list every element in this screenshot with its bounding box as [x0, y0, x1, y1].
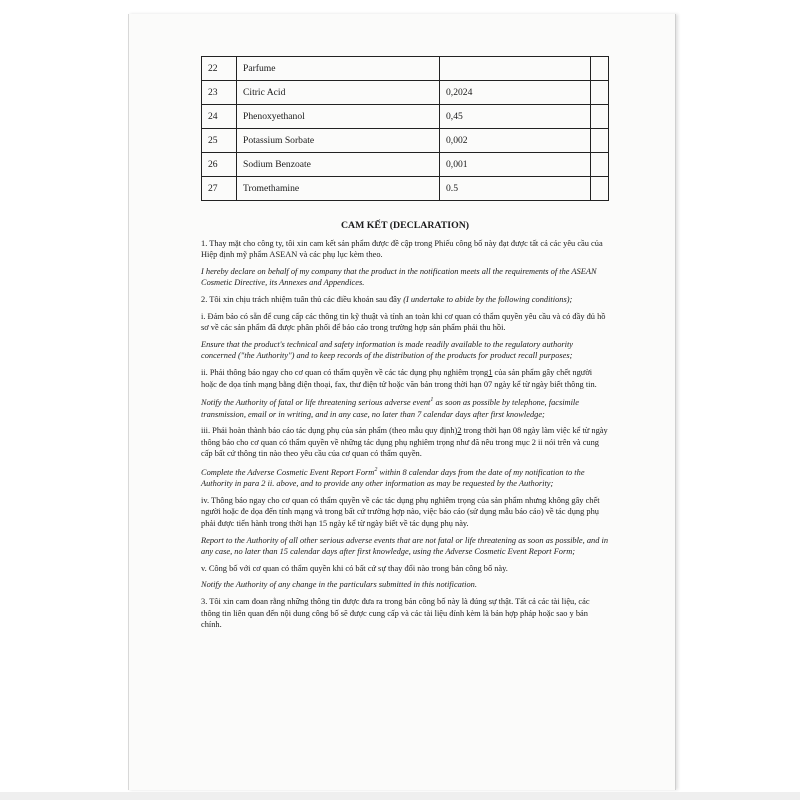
- para-v-vi: v. Công bố với cơ quan có thẩm quyền khi có bất cứ sự thay đổi nào trong bản công bố này.: [201, 563, 508, 573]
- ingredient-concentration: 0,2024: [440, 81, 591, 105]
- row-number: 27: [202, 177, 237, 201]
- para-iii-vi-c: trong thời hạn 08 ngày làm việc kể từ ngày thông báo cho cơ quan có thẩm quyền về những tác dụng phụ nghiêm trọng như đã nêu trong mục 2 ii nói trên và cung cấp bất cứ thông tin nào theo yêu cầu của cơ quan có thẩm quyền.: [201, 426, 608, 459]
- row-number: 26: [202, 153, 237, 177]
- para-iii-en-b: within 8 calendar days from the date of my notification to the Authority in para 2 ii. above, and to provide any other information as may be requested by the Authority;: [201, 467, 585, 489]
- para-i-vi: i. Đảm bảo có sẵn để cung cấp các thông tin kỹ thuật và tính an toàn khi cơ quan có thẩm quyền yêu cầu và có đầy đủ hồ sơ về các sản phẩm đã được phân phối để báo cáo trong trường hợp sản phẩm phải thu hồi.: [201, 311, 606, 333]
- para-ii-vi-c: của sản phẩm gây chết người hoặc đe dọa tính mạng bằng điện thoại, fax, thư điện tử hoặc văn bản trong thời hạn 07 ngày kể từ ngày biết thông tin.: [201, 367, 597, 389]
- row-number: 22: [202, 57, 237, 81]
- table-row: [202, 57, 609, 81]
- para-v-en: Notify the Authority of any change in the particulars submitted in this notification.: [201, 580, 477, 590]
- ingredient-name: Parfume: [237, 57, 440, 81]
- document-page: [128, 14, 676, 790]
- ingredient-concentration: [440, 57, 591, 81]
- ingredient-name: Phenoxyethanol: [237, 105, 440, 129]
- footnote-ref-1: 1: [488, 367, 493, 377]
- para-iv-en: Report to the Authority of all other serious adverse events that are not fatal or life threatening as soon as possible, and in any case, no later than 15 calendar days after first knowledge, using the Adverse Cosmetic Event Report Form;: [201, 535, 609, 557]
- page-bottom-edge: [0, 792, 800, 800]
- empty-cell: [591, 153, 609, 177]
- para-iv-vi: iv. Thông báo ngay cho cơ quan có thẩm quyền về các tác dụng phụ nghiêm trọng của sản phẩm nhưng không gây chết người hoặc đe dọa đến tính mạng và trong bất cứ trường hợp nào, việc báo cáo (sử dụng mẫu báo cáo) về tác dụng phụ phải được tiến hành trong thời hạn 15 ngày kể từ ngày biết về tác dụng phụ này.: [201, 495, 600, 529]
- declaration-title: CAM KẾT (DECLARATION): [340, 220, 470, 231]
- para-2-vi: 2. Tôi xin chịu trách nhiệm tuân thủ các điều khoản sau đây: [201, 294, 402, 304]
- row-number: 25: [202, 129, 237, 153]
- para-ii-en-b: as soon as possible by telephone, facsimile transmission, email or in writing, and in any case, no later than 7 calendar days after first knowledge;: [201, 397, 579, 419]
- table-row: [202, 81, 609, 105]
- footnote-ref-2: 2: [457, 426, 462, 436]
- footnote-sup-1: 1: [430, 397, 434, 404]
- ingredients-table: [201, 56, 609, 201]
- empty-cell: [591, 177, 609, 201]
- para-1-vi: 1. Thay mặt cho công ty, tôi xin cam kết sản phẩm được đề cập trong Phiếu công bố này đạt được tất cả các yêu cầu của Hiệp định mỹ phẩm ASEAN và các phụ lục kèm theo.: [201, 238, 603, 260]
- ingredient-concentration: 0.5: [440, 177, 591, 201]
- empty-cell: [591, 105, 609, 129]
- para-i-en: Ensure that the product's technical and safety information is made readily available to the regulatory authority concerned ("the Authority") and to keep records of the distribution of the products for product recall purposes;: [201, 339, 574, 361]
- para-ii-en: [201, 395, 609, 420]
- declaration-section: [201, 220, 609, 636]
- empty-cell: [591, 57, 609, 81]
- para-ii-en-a: Notify the Authority of fatal or life threatening serious adverse event: [201, 397, 431, 407]
- ingredient-name: Sodium Benzoate: [237, 153, 440, 177]
- para-2-en: (I undertake to abide by the following conditions);: [403, 294, 573, 304]
- table-row: [202, 105, 609, 129]
- para-iii-vi-a: iii. Phải hoàn thành báo cáo tác dụng phụ của sản phẩm (theo mẫu quy định): [201, 426, 458, 436]
- para-iii-en: [201, 465, 609, 490]
- para-1-en: I hereby declare on behalf of my company that the product in the notification meets all the requirements of the ASEAN Cosmetic Directive, its Annexes and Appendices.: [201, 266, 597, 288]
- ingredient-concentration: 0,45: [440, 105, 591, 129]
- ingredient-concentration: 0,002: [440, 129, 591, 153]
- row-number: 23: [202, 81, 237, 105]
- empty-cell: [591, 129, 609, 153]
- para-iii-vi: [201, 425, 609, 460]
- ingredient-name: Tromethamine: [237, 177, 440, 201]
- table-row: [202, 177, 609, 201]
- footnote-sup-2: 2: [374, 466, 378, 473]
- empty-cell: [591, 81, 609, 105]
- ingredient-name: Potassium Sorbate: [237, 129, 440, 153]
- para-ii-vi-a: ii. Phải thông báo ngay cho cơ quan có thẩm quyền về các tác dụng phụ nghiêm trọng: [201, 367, 489, 377]
- ingredient-name: Citric Acid: [237, 81, 440, 105]
- table-row: [202, 153, 609, 177]
- para-ii-vi: [201, 367, 609, 390]
- table-row: [202, 129, 609, 153]
- ingredient-concentration: 0,001: [440, 153, 591, 177]
- para-iii-en-a: Complete the Adverse Cosmetic Event Report Form: [201, 467, 375, 477]
- para-2: [201, 294, 609, 306]
- para-3-vi: 3. Tôi xin cam đoan rằng những thông tin được đưa ra trong bản công bố này là đúng sự thật. Tất cả các tài liệu, các thông tin liên quan đến nội dung công bố sẽ được cung cấp và các tài liệu đính kèm là bản hợp pháp hoặc sao y bản chính.: [201, 597, 590, 630]
- row-number: 24: [202, 105, 237, 129]
